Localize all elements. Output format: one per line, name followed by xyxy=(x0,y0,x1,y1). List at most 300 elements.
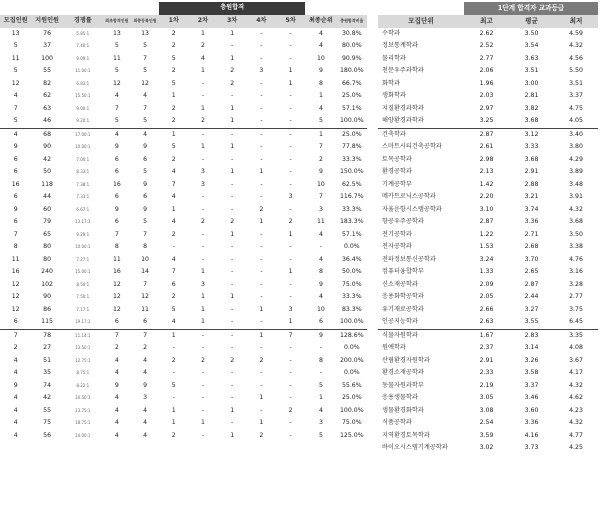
table-cell: - xyxy=(289,369,292,376)
table-cell: 6.45 xyxy=(569,318,583,325)
table-cell: 1 xyxy=(200,305,205,313)
table-row xyxy=(378,65,598,78)
table-cell: 19.17:1 xyxy=(75,319,91,324)
table-cell: 2 xyxy=(230,356,235,364)
table-cell: 4.75 xyxy=(569,104,583,112)
table-cell: 100.0% xyxy=(340,117,364,124)
table-cell: 10 xyxy=(316,180,325,188)
table-cell: 180.0% xyxy=(340,67,364,74)
table-cell: 0.0% xyxy=(343,243,360,250)
table-row xyxy=(0,254,367,267)
table-row xyxy=(0,115,367,128)
table-cell: 9 xyxy=(13,381,18,389)
table-cell: 4 xyxy=(114,406,119,414)
table-cell: - xyxy=(231,305,234,313)
table-cell: 5 xyxy=(114,42,119,49)
table-cell: 3.05 xyxy=(479,394,494,401)
table-row xyxy=(378,154,598,167)
table-cell: 1 xyxy=(230,168,235,175)
table-cell: 125.0% xyxy=(340,431,364,439)
department-name: 해양환경과학과 xyxy=(382,117,424,124)
table-cell: 33.3% xyxy=(341,155,362,163)
table-cell: - xyxy=(201,205,205,213)
table-row xyxy=(378,329,598,342)
table-cell: 33.3% xyxy=(341,205,362,213)
table-row xyxy=(0,103,367,116)
table-cell: 4.32 xyxy=(569,381,583,389)
table-cell: 12 xyxy=(11,305,20,313)
table-cell: 6 xyxy=(318,318,323,325)
table-row xyxy=(378,166,598,179)
table-cell: 4.08 xyxy=(569,344,583,351)
table-cell: 3.91 xyxy=(569,193,583,200)
table-cell: 1 xyxy=(259,394,264,401)
table-cell: 3 xyxy=(143,394,147,401)
table-cell: 7 xyxy=(171,268,176,275)
table-cell: 3.21 xyxy=(524,193,539,200)
table-cell: 6 xyxy=(114,193,119,200)
table-cell: 1 xyxy=(200,104,205,112)
table-cell: 7 xyxy=(143,230,147,238)
table-cell: 2.54 xyxy=(479,419,494,426)
table-row xyxy=(0,304,367,317)
table-cell: 4 xyxy=(13,431,18,439)
table-cell: 12 xyxy=(11,79,20,87)
table-cell: 13 xyxy=(11,29,20,37)
table-cell: 1 xyxy=(200,318,205,325)
table-cell: 1 xyxy=(259,305,264,313)
table-cell: 11 xyxy=(112,54,121,62)
table-cell: 1 xyxy=(288,79,293,87)
table-cell: 2.06 xyxy=(479,67,494,74)
table-cell: 2 xyxy=(171,67,176,74)
table-cell: 1 xyxy=(171,406,176,414)
table-cell: 8.22:1 xyxy=(76,382,90,388)
table-cell: 4 xyxy=(114,356,119,364)
department-name: 항공우주공학과 xyxy=(382,218,424,225)
table-cell: 4 xyxy=(318,255,323,263)
table-cell: 4 xyxy=(13,419,18,426)
table-cell: 2 xyxy=(318,155,323,163)
table-cell: 6 xyxy=(13,318,18,325)
table-cell: - xyxy=(172,369,175,376)
table-cell: 2.20 xyxy=(479,193,494,200)
table-cell: 12 xyxy=(112,305,121,313)
table-cell: 4.32 xyxy=(569,205,583,213)
table-cell: 3.26 xyxy=(524,356,539,364)
department-name: 바이오시스템기계공학과 xyxy=(382,444,448,451)
table-cell: - xyxy=(201,431,205,439)
table-cell: 1 xyxy=(159,329,188,342)
table-cell: - xyxy=(260,255,263,263)
right-header-2: 평균 xyxy=(509,15,554,28)
table-cell: 2 xyxy=(171,117,176,124)
table-cell: 78 xyxy=(31,329,62,342)
table-cell: 9.20:1 xyxy=(76,118,90,123)
table-cell: 2 xyxy=(200,42,205,49)
department-name: 천문우주과학과 xyxy=(382,67,424,74)
table-cell: 3.89 xyxy=(569,168,583,175)
table-cell: 3.08 xyxy=(479,406,494,414)
table-cell: 1 xyxy=(200,67,205,74)
table-cell: 14 xyxy=(141,268,149,275)
table-cell: 4.76 xyxy=(569,255,583,263)
table-cell: 4 xyxy=(171,193,176,200)
table-row xyxy=(0,179,367,192)
table-cell: 150.0% xyxy=(340,168,364,175)
left-header-6: 2차 xyxy=(188,15,217,28)
table-row xyxy=(378,40,598,53)
table-cell: 4.25 xyxy=(569,444,583,451)
table-cell: 2 xyxy=(259,205,264,213)
table-cell: - xyxy=(201,406,205,414)
department-name: 자율운항시스템공학과 xyxy=(382,205,442,213)
department-name: 스마트시티건축공학과 xyxy=(382,143,442,150)
table-cell: 4 xyxy=(13,92,18,99)
table-cell: 2.87 xyxy=(524,280,539,288)
table-cell: 1 xyxy=(171,205,176,213)
table-cell: 183.3% xyxy=(340,218,364,225)
table-cell: 33.3% xyxy=(341,293,362,300)
table-row xyxy=(0,90,367,103)
table-cell: 3 xyxy=(200,280,205,288)
table-cell: - xyxy=(218,329,247,342)
table-cell: 3.33 xyxy=(524,143,539,150)
table-cell: 76 xyxy=(43,29,52,37)
table-cell: 12 xyxy=(112,280,121,288)
table-cell: 9 xyxy=(143,143,147,150)
table-cell: 5 xyxy=(143,218,147,225)
department-name: 전기공학과 xyxy=(382,230,412,238)
table-cell: - xyxy=(289,394,292,401)
table-row xyxy=(0,279,367,292)
grade-group-title: 1단계 합격자 교과등급 xyxy=(464,2,598,15)
table-cell: 9.29:1 xyxy=(76,231,90,237)
table-cell: - xyxy=(289,243,292,250)
supplementary-group-title: 충원합격 xyxy=(159,2,305,15)
table-cell: - xyxy=(231,92,234,99)
table-row xyxy=(0,229,367,242)
department-name: 생물환경화학과 xyxy=(382,406,424,414)
table-cell: 6 xyxy=(13,193,18,200)
table-cell: 2 xyxy=(171,356,176,364)
table-cell: - xyxy=(289,419,292,426)
table-cell: 12 xyxy=(141,293,149,300)
table-row xyxy=(378,115,598,128)
table-row xyxy=(378,266,598,279)
table-cell: 55 xyxy=(43,406,52,414)
table-cell: 3.12 xyxy=(509,128,554,141)
table-cell: 2.77 xyxy=(479,54,494,62)
table-cell: - xyxy=(289,168,292,175)
table-cell: 3.35 xyxy=(554,329,598,342)
table-cell: 5 xyxy=(143,67,147,74)
table-cell: 4 xyxy=(114,419,119,426)
table-cell: 5 xyxy=(171,79,176,87)
table-cell: 4.16 xyxy=(524,431,539,439)
table-cell: 5 xyxy=(13,117,18,124)
table-cell: 2 xyxy=(230,67,235,74)
table-cell: 12 xyxy=(141,79,149,87)
table-cell: 25.0% xyxy=(341,92,362,99)
department-name: 정보통계학과 xyxy=(382,42,418,49)
table-cell: 4.62 xyxy=(569,394,583,401)
table-cell: 5 xyxy=(143,168,147,175)
table-cell: - xyxy=(260,193,263,200)
table-cell: 3.14 xyxy=(524,344,539,351)
table-row xyxy=(0,166,367,179)
table-cell: 15.50:1 xyxy=(75,93,91,98)
department-name: 기계공학부 xyxy=(382,180,412,188)
table-cell: 4 xyxy=(143,419,147,426)
left-header-11: 충원합격비율 xyxy=(337,15,367,28)
table-row xyxy=(0,405,367,418)
department-name: 생화학과 xyxy=(382,92,406,99)
table-cell: - xyxy=(319,243,323,250)
table-cell: - xyxy=(231,255,234,263)
table-cell: 9 xyxy=(143,180,147,188)
table-cell: - xyxy=(201,344,205,351)
left-header-1: 지원인원 xyxy=(31,15,62,28)
table-cell: 2 xyxy=(230,218,235,225)
table-cell: 5 xyxy=(171,305,176,313)
table-cell: - xyxy=(231,280,234,288)
table-cell: - xyxy=(231,344,234,351)
table-cell: - xyxy=(319,369,323,376)
table-cell: 7.33:1 xyxy=(76,194,90,199)
table-cell: 8 xyxy=(318,79,323,87)
table-cell: - xyxy=(231,180,234,188)
table-cell: 74 xyxy=(43,381,52,389)
table-row xyxy=(0,53,367,66)
table-cell: 10.50:1 xyxy=(75,395,91,400)
table-cell: 1 xyxy=(200,143,205,150)
table-cell: 1 xyxy=(230,406,235,414)
table-cell: 1 xyxy=(200,29,205,37)
table-cell: 2.88 xyxy=(524,180,539,188)
table-cell: 9 xyxy=(13,143,18,150)
table-cell: 9 xyxy=(318,67,323,74)
table-cell: 9.00:1 xyxy=(76,105,90,111)
table-cell: 2.61 xyxy=(479,143,494,150)
table-cell: 5.50 xyxy=(569,67,583,74)
table-cell: 3 xyxy=(288,193,293,200)
department-name: 식품공학과 xyxy=(382,419,412,426)
table-cell: 6 xyxy=(13,168,18,175)
table-row xyxy=(0,392,367,405)
table-cell: 2 xyxy=(200,356,205,364)
table-cell: 35 xyxy=(43,369,52,376)
table-cell: 80 xyxy=(43,243,52,250)
department-name: 토목공학과 xyxy=(382,155,412,163)
table-cell: 6 xyxy=(13,218,18,225)
table-cell: 42 xyxy=(43,394,52,401)
table-row xyxy=(378,53,598,66)
table-cell: - xyxy=(231,268,234,275)
table-cell: 3.68 xyxy=(524,117,539,124)
table-cell: - xyxy=(201,381,205,389)
table-cell: 3.40 xyxy=(554,128,598,141)
table-cell: - xyxy=(289,42,292,49)
department-name: 수학과 xyxy=(382,29,400,37)
table-cell: 3.68 xyxy=(569,218,583,225)
table-row xyxy=(0,28,367,41)
table-cell: 2.37 xyxy=(479,344,494,351)
table-cell: - xyxy=(231,419,234,426)
table-cell: - xyxy=(289,117,292,124)
table-cell: 13 xyxy=(141,29,149,37)
table-cell: 9 xyxy=(114,381,119,389)
table-cell: - xyxy=(247,128,276,141)
table-cell: 75 xyxy=(43,419,52,426)
table-cell: 7 xyxy=(143,280,147,288)
table-cell: 3.37 xyxy=(524,381,539,389)
table-row xyxy=(378,204,598,217)
table-cell: 13.75:1 xyxy=(75,407,91,413)
table-cell: 7 xyxy=(0,329,31,342)
table-cell: - xyxy=(260,117,263,124)
table-cell: 4 xyxy=(114,92,119,99)
table-cell: - xyxy=(260,280,263,288)
table-cell: - xyxy=(201,155,205,163)
table-cell: 7 xyxy=(13,104,18,112)
table-cell: 2.87 xyxy=(479,218,494,225)
table-cell: 3.27 xyxy=(524,305,539,313)
table-cell: 9 xyxy=(318,280,323,288)
table-cell: 60 xyxy=(43,205,52,213)
table-cell: 2.68 xyxy=(524,243,539,250)
table-cell: 4 xyxy=(318,230,323,238)
right-header-1: 최고 xyxy=(464,15,509,28)
table-cell: 4 xyxy=(143,369,147,376)
table-cell: 12 xyxy=(112,79,121,87)
table-cell: 200.0% xyxy=(340,356,364,364)
table-cell: 4 xyxy=(318,42,323,49)
table-row xyxy=(0,355,367,368)
table-cell: 2.65 xyxy=(524,268,539,275)
table-cell: 4.77 xyxy=(569,431,583,439)
table-cell: 27 xyxy=(43,344,52,351)
table-cell: - xyxy=(231,394,234,401)
table-cell: 2.71 xyxy=(524,230,539,238)
table-row xyxy=(0,65,367,78)
table-cell: 9.09:1 xyxy=(76,55,90,61)
table-row xyxy=(378,430,598,443)
table-cell: 7 xyxy=(13,230,18,238)
table-cell: 9 xyxy=(13,205,18,213)
table-cell: 240 xyxy=(41,268,53,275)
table-cell: 7.40:1 xyxy=(76,43,90,48)
table-cell: 1 xyxy=(247,329,276,342)
table-cell: 55.6% xyxy=(341,381,362,389)
table-row xyxy=(0,367,367,380)
table-row xyxy=(378,291,598,304)
table-cell: 82 xyxy=(43,79,52,87)
table-cell: 11 xyxy=(141,305,149,313)
table-cell: 50 xyxy=(43,168,52,175)
table-cell: 102 xyxy=(41,280,53,288)
table-row xyxy=(378,229,598,242)
department-name: 물리학과 xyxy=(382,54,406,62)
table-cell: - xyxy=(276,128,305,141)
table-cell: 2 xyxy=(288,218,293,225)
table-cell: 11 xyxy=(316,218,325,225)
table-cell: 1 xyxy=(318,92,323,99)
left-header-row xyxy=(0,15,367,28)
department-name: 동물자원과학부 xyxy=(382,381,424,389)
table-cell: 4 xyxy=(13,356,18,364)
table-cell: 8 xyxy=(13,243,18,250)
table-cell: 46 xyxy=(43,117,52,124)
table-cell: 100.0% xyxy=(340,406,364,414)
department-name: 지질환경과학과 xyxy=(382,104,424,112)
table-cell: 3.58 xyxy=(524,369,539,376)
table-cell: 4.32 xyxy=(569,419,583,426)
table-cell: 3.82 xyxy=(524,104,539,112)
table-cell: - xyxy=(188,128,217,141)
right-header-0: 모집단위 xyxy=(378,15,464,28)
table-cell: 11 xyxy=(11,255,20,263)
table-row xyxy=(0,316,367,329)
table-cell: - xyxy=(289,356,292,364)
table-cell: 3.68 xyxy=(524,155,539,163)
table-cell: 2 xyxy=(288,406,293,414)
table-cell: 55 xyxy=(43,67,52,74)
table-cell: 83.3% xyxy=(341,305,362,313)
department-name: 식물자원학과 xyxy=(378,329,464,342)
department-name: 화학과 xyxy=(382,79,400,87)
table-cell: 8 xyxy=(143,243,147,250)
table-cell: 16 xyxy=(112,268,121,275)
table-cell: 7 xyxy=(114,104,119,112)
department-name: 응용생물학과 xyxy=(382,394,418,401)
table-row xyxy=(0,154,367,167)
table-cell: 4 xyxy=(171,168,176,175)
table-cell: 3.55 xyxy=(524,318,539,325)
table-cell: - xyxy=(201,92,205,99)
table-cell: 2.05 xyxy=(479,293,494,300)
table-cell: 7 xyxy=(318,193,323,200)
table-cell: 2.44 xyxy=(524,293,539,300)
table-cell: 3.80 xyxy=(569,143,583,150)
left-table-body xyxy=(0,28,367,443)
table-cell: 7.27:1 xyxy=(76,256,90,262)
table-cell: 1.42 xyxy=(479,180,494,188)
table-cell: 3.50 xyxy=(524,29,539,37)
table-cell: 68 xyxy=(31,128,62,141)
table-cell: 4 xyxy=(171,218,176,225)
table-cell: 2 xyxy=(259,356,264,364)
table-cell: - xyxy=(260,155,263,163)
table-cell: 2.62 xyxy=(479,29,494,37)
right-grade-table xyxy=(378,2,598,455)
table-row xyxy=(378,442,598,455)
table-cell: - xyxy=(231,205,234,213)
table-cell: 2.87 xyxy=(464,128,509,141)
table-cell: 3.37 xyxy=(569,92,583,99)
table-row xyxy=(378,216,598,229)
table-cell: - xyxy=(231,155,234,163)
table-row xyxy=(378,103,598,116)
table-cell: 9 xyxy=(114,205,119,213)
table-cell: 65 xyxy=(43,230,52,238)
department-name: 전파정보통신공학과 xyxy=(382,255,436,263)
table-row xyxy=(0,380,367,393)
table-cell: 2 xyxy=(230,79,235,87)
table-cell: 4.32 xyxy=(569,42,583,49)
table-cell: 4.29 xyxy=(569,155,583,163)
table-row xyxy=(0,342,367,355)
